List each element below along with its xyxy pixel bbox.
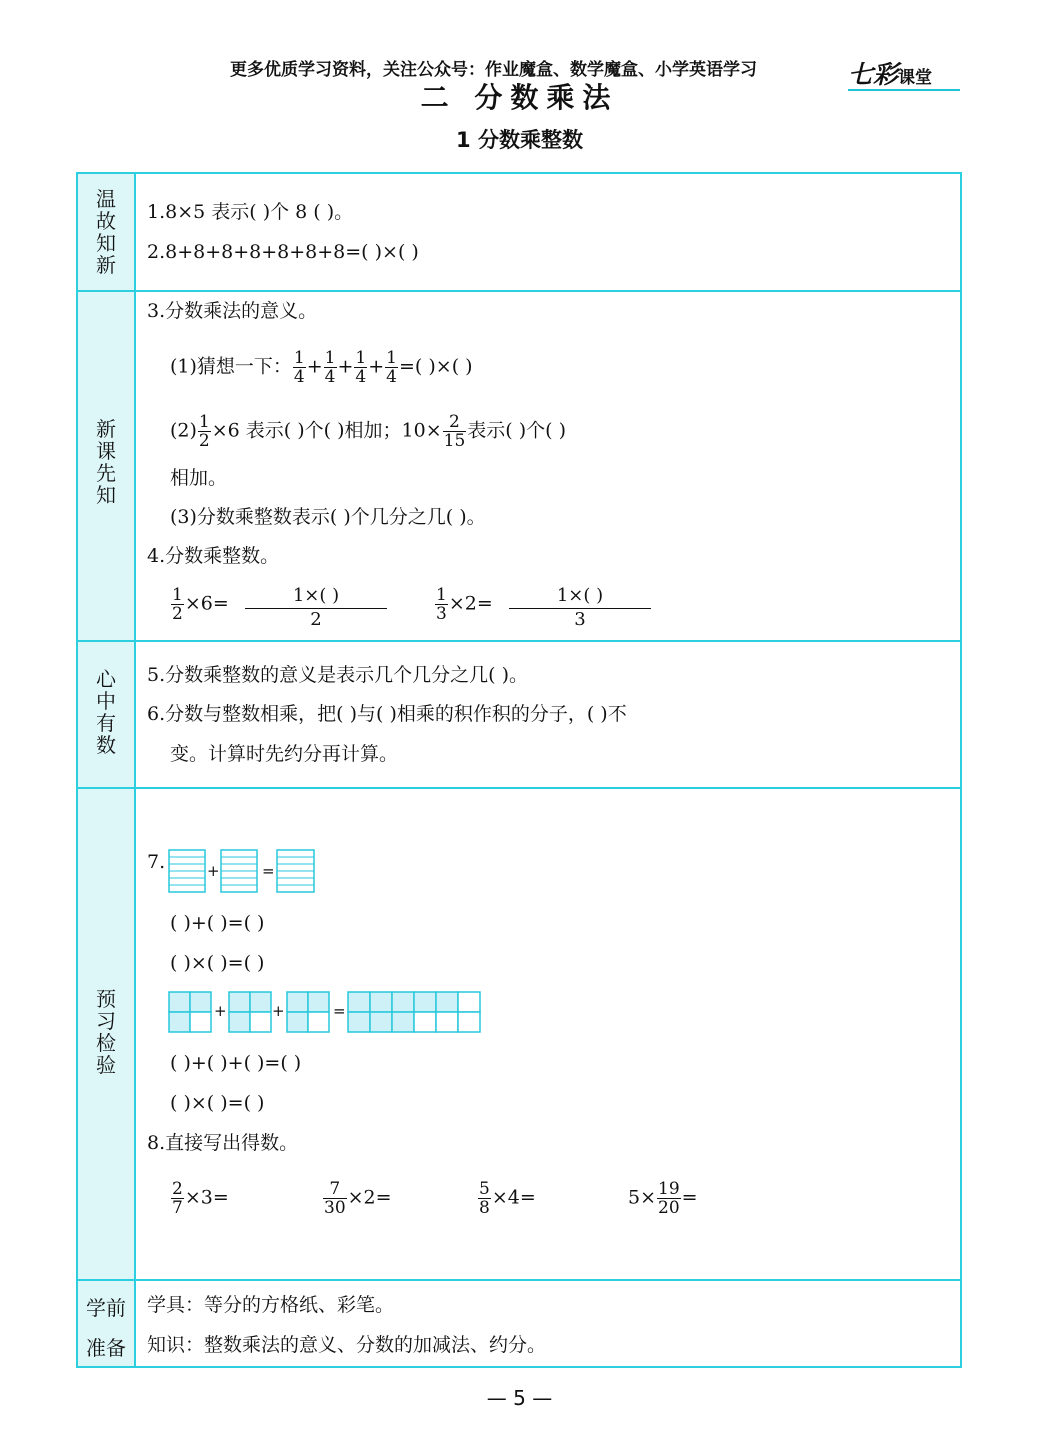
- q8-item-1: [170, 1180, 229, 1217]
- q8-fraction: [171, 1180, 184, 1217]
- label-review: [76, 188, 136, 276]
- label-in-mind-text: 心中有数: [96, 667, 116, 757]
- q4-a-denominator: 2: [310, 609, 322, 630]
- q7-line-a: ( )+( )=( ): [170, 912, 265, 934]
- question-3-1: [170, 349, 473, 386]
- question-3: 3.分数乘法的意义。: [147, 300, 318, 322]
- q7-line-d: ( )×( )=( ): [170, 1092, 265, 1114]
- label-in-mind: [76, 668, 136, 756]
- question-4: 4.分数乘整数。: [147, 545, 280, 567]
- label-prep-2: 准备: [86, 1336, 126, 1360]
- row-divider: [78, 640, 960, 642]
- fraction-numerator: 5: [479, 1179, 490, 1199]
- q7-line-c: ( )+( )+( )=( ): [170, 1052, 302, 1074]
- question-7: 7.: [147, 851, 166, 873]
- brand-logo-text: 课堂: [898, 68, 933, 88]
- q8-whole: 5×: [628, 1186, 657, 1209]
- fraction-numerator: 7: [323, 1180, 347, 1199]
- row-divider: [78, 290, 960, 292]
- fraction-denominator: 4: [293, 367, 305, 387]
- q4-a-fraction: [245, 584, 387, 631]
- q8-tail: =: [681, 1186, 698, 1209]
- q4-b-denominator: 3: [574, 609, 586, 630]
- fraction-numerator: 2: [172, 1179, 183, 1199]
- question-6: 6.分数与整数相乘，把( )与( )相乘的积作积的分子，( )不: [147, 703, 627, 725]
- fraction-denominator: 7: [172, 1198, 183, 1218]
- fraction-numerator: 1: [436, 585, 447, 605]
- q4-a-expr: ×6=: [184, 592, 229, 615]
- grid-square-1: [169, 992, 211, 1032]
- grid-square-3: [287, 992, 329, 1032]
- fraction-denominator: 4: [324, 367, 336, 387]
- striped-bar-3: [277, 850, 314, 892]
- q4-expr-a: [170, 586, 229, 623]
- label-new-lesson: [76, 418, 136, 506]
- fraction-numerator: 2: [443, 413, 467, 432]
- question-3-2: [170, 413, 566, 450]
- q4-b-expr: ×2=: [448, 592, 493, 615]
- fraction-1-4: [354, 349, 367, 386]
- fraction-denominator: 30: [324, 1198, 346, 1218]
- q8-fraction: [478, 1180, 491, 1217]
- grid-square-2: [229, 992, 271, 1032]
- fraction-1-2: [198, 413, 211, 450]
- row-divider: [78, 1279, 960, 1281]
- label-prep-1: 学前: [86, 1296, 126, 1320]
- diagram-equal: =: [262, 862, 275, 880]
- q3-2-prefix: (2): [170, 419, 197, 442]
- question-1: 1.8×5 表示( )个 8 ( )。: [147, 201, 354, 223]
- question-2: 2.8+8+8+8+8+8+8=( )×( ): [147, 241, 419, 263]
- fraction-1-4: [324, 349, 337, 386]
- q8-tail: ×3=: [184, 1186, 229, 1209]
- fraction-numerator: 1: [293, 348, 305, 368]
- q7-line-b: ( )×( )=( ): [170, 952, 265, 974]
- q8-item-4: [628, 1180, 698, 1217]
- page-number: — 5 —: [486, 1386, 553, 1410]
- question-3-3: (3)分数乘整数表示( )个几分之几( )。: [170, 506, 486, 528]
- plus-sign: +: [337, 355, 354, 378]
- grid-plus-1: +: [214, 1002, 227, 1020]
- fraction-numerator: 1: [355, 348, 367, 368]
- grid-equal: =: [333, 1002, 346, 1020]
- fraction-denominator: 4: [386, 367, 397, 387]
- q8-tail: ×4=: [491, 1186, 536, 1209]
- fraction-1-3: [435, 586, 448, 623]
- fraction-denominator: 2: [198, 431, 210, 451]
- fraction-denominator: 2: [172, 604, 183, 624]
- fraction-denominator: 20: [658, 1198, 680, 1218]
- fraction-numerator: 1: [172, 585, 183, 605]
- label-preview-text: 预习检验: [96, 987, 116, 1077]
- fraction-1-4: [293, 349, 306, 386]
- fraction-numerator: 1: [198, 412, 210, 432]
- fraction-1-4: [385, 349, 398, 386]
- grid-result: [348, 992, 480, 1032]
- q8-item-2: [322, 1180, 392, 1217]
- fraction-1-2: [171, 586, 184, 623]
- fraction-denominator: 4: [355, 367, 367, 387]
- fraction-2-15: [443, 413, 467, 450]
- q4-b-fraction: [509, 584, 651, 631]
- prep-tools: 学具：等分的方格纸、彩笔。: [147, 1294, 395, 1316]
- row-divider: [78, 787, 960, 789]
- fraction-denominator: 8: [479, 1198, 490, 1218]
- q4-b-numerator: 1×( ): [509, 584, 651, 609]
- label-review-text: 温故知新: [96, 187, 116, 277]
- fraction-numerator: 1: [386, 348, 397, 368]
- label-preview: [76, 988, 136, 1076]
- question-8: 8.直接写出得数。: [147, 1132, 299, 1154]
- striped-bar-1: [169, 850, 205, 892]
- striped-bar-2: [221, 850, 257, 892]
- fraction-numerator: 19: [658, 1179, 680, 1199]
- q8-item-3: [477, 1180, 536, 1217]
- fraction-denominator: 15: [443, 431, 466, 451]
- grid-plus-2: +: [272, 1002, 285, 1020]
- prep-knowledge: 知识：整数乘法的意义、分数的加减法、约分。: [147, 1334, 547, 1356]
- brand-logo-mark: 七彩: [848, 60, 899, 89]
- q8-fraction: [657, 1180, 681, 1217]
- q8-tail: ×2=: [347, 1186, 392, 1209]
- q3-2-mid2: 表示( )个( ): [467, 419, 566, 442]
- question-3-2-cont: 相加。: [170, 467, 228, 489]
- q3-1-suffix: =( )×( ): [399, 355, 473, 378]
- plus-sign: +: [368, 355, 385, 378]
- q4-a-numerator: 1×( ): [245, 584, 387, 609]
- section-title: 1 分数乘整数: [456, 128, 583, 152]
- plus-sign: +: [306, 355, 323, 378]
- fraction-denominator: 3: [436, 604, 447, 624]
- chapter-title: 二 分数乘法: [420, 81, 619, 114]
- header-note: 更多优质学习资料，关注公众号：作业魔盒、数学魔盒、小学英语学习: [230, 60, 757, 80]
- fraction-numerator: 1: [324, 348, 336, 368]
- diagram-plus: +: [207, 862, 220, 880]
- q3-2-mid1: ×6 表示( )个( )相加；10×: [211, 419, 442, 442]
- question-5: 5.分数乘整数的意义是表示几个几分之几( )。: [147, 664, 528, 686]
- q3-1-prefix: (1)猜想一下：: [170, 355, 292, 378]
- q8-fraction: [323, 1180, 347, 1217]
- label-new-lesson-text: 新课先知: [96, 417, 116, 507]
- label-column: [78, 174, 136, 1366]
- striped-fraction-diagram: [168, 848, 318, 896]
- q4-expr-b: [434, 586, 493, 623]
- question-6-cont: 变。计算时先约分再计算。: [170, 743, 399, 765]
